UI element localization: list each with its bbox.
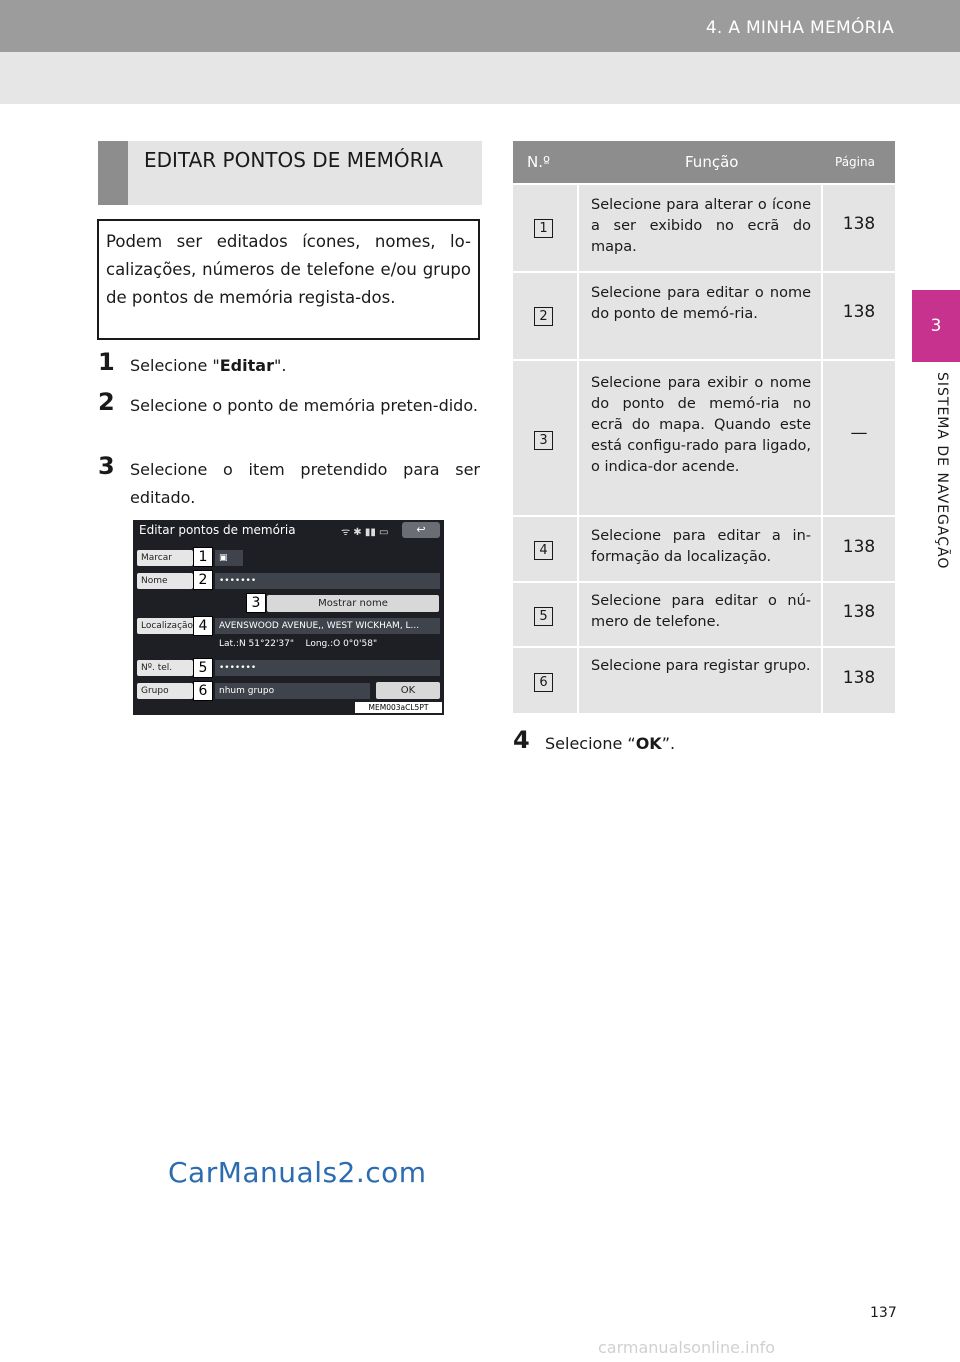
step-text: Selecione o item pretendido para ser editado.: [130, 460, 480, 507]
chapter-header: [0, 0, 960, 52]
coordinates: [215, 636, 440, 652]
watermark-bottom: carmanualsonline.info: [598, 1338, 776, 1357]
screen-title: Editar pontos de memória: [139, 523, 296, 537]
column-divider: [821, 183, 823, 713]
row-page: 138: [842, 537, 876, 557]
back-arrow-icon[interactable]: ↩: [402, 522, 440, 538]
label-nome[interactable]: Nome: [137, 573, 193, 589]
row-page: 138: [842, 668, 876, 688]
step-keyword: OK: [635, 734, 662, 753]
step-text-part: ".: [273, 356, 287, 375]
phone-field[interactable]: •••••••: [215, 660, 440, 676]
callout-2: 2: [193, 570, 213, 590]
step-keyword: Editar: [219, 356, 274, 375]
table-row: [513, 648, 895, 713]
section-heading: [98, 141, 482, 205]
row-page: 138: [842, 602, 876, 622]
step-text-part: ”.: [661, 734, 676, 753]
image-code: MEM003aCL5PT: [355, 702, 442, 713]
row-number: 5: [534, 607, 553, 626]
row-function: Selecione para registar grupo.: [591, 658, 811, 674]
label-telefone[interactable]: Nº. tel.: [137, 660, 193, 676]
intro-text: Podem ser editados ícones, nomes, lo-calizações, números de telefone e/ou grupo de pontos de memória regista-dos.: [97, 219, 480, 340]
row-number: 1: [534, 219, 553, 238]
latitude: Lat.:N 51°22'37": [219, 639, 295, 649]
section-heading-bar: [98, 141, 128, 205]
callout-5: 5: [193, 658, 213, 678]
watermark-top: CarManuals2.com: [168, 1156, 427, 1189]
page-number: 137: [870, 1305, 897, 1321]
label-localizacao[interactable]: Localização: [137, 618, 195, 634]
callout-6: 6: [193, 681, 213, 701]
ok-button[interactable]: OK: [376, 682, 440, 699]
step-number: 1: [98, 348, 115, 376]
table-header: [513, 141, 895, 183]
step-text: [130, 352, 480, 380]
longitude: Long.:O 0°0'58": [305, 639, 378, 649]
status-icons: ᯤ ✱ ▮▮ ▭: [341, 527, 389, 538]
header-band: [0, 52, 960, 104]
row-page: 138: [842, 302, 876, 322]
header-page: Página: [835, 155, 875, 169]
label-grupo[interactable]: Grupo: [137, 683, 193, 699]
row-function: Selecione para editar a in-formação da localização.: [591, 528, 811, 565]
row-number: 4: [534, 541, 553, 560]
header-function: Função: [685, 153, 739, 171]
step-number: 3: [98, 452, 115, 480]
icon-preview: ▣: [215, 550, 243, 566]
group-field[interactable]: nhum grupo: [215, 683, 370, 699]
display-screenshot: [133, 520, 444, 715]
name-field[interactable]: •••••••: [215, 573, 440, 589]
row-function: Selecione para alterar o ícone a ser exibido no ecrã do mapa.: [591, 197, 811, 255]
row-number: 3: [534, 431, 553, 450]
callout-3: 3: [246, 593, 266, 613]
row-function: Selecione para editar o nome do ponto de memó-ria.: [591, 285, 811, 322]
table-row: [513, 517, 895, 581]
row-function: Selecione para editar o nú-mero de telefone.: [591, 593, 811, 630]
address-field[interactable]: AVENSWOOD AVENUE,, WEST WICKHAM, L...: [215, 618, 440, 634]
row-page: —: [850, 423, 868, 443]
header-no: N.º: [527, 153, 551, 171]
table-row: [513, 361, 895, 515]
chapter-tab: 3: [912, 290, 960, 362]
row-number: 6: [534, 673, 553, 692]
chapter-side-label: SISTEMA DE NAVEGAÇÃO: [934, 372, 950, 570]
chapter-title: 4. A MINHA MEMÓRIA: [705, 18, 894, 38]
step-number: 4: [513, 726, 530, 754]
callout-4: 4: [193, 616, 213, 636]
row-page: 138: [842, 214, 876, 234]
row-number: 2: [534, 307, 553, 326]
row-function: Selecione para exibir o nome do ponto de memó-ria no ecrã do mapa. Quando este está configu-rado para ligado, o indica-dor acende.: [591, 375, 811, 475]
step-text: Selecione o ponto de memória preten-dido.: [130, 396, 478, 415]
table-row: [513, 185, 895, 271]
step-text: [545, 730, 845, 758]
table-row: [513, 273, 895, 359]
step-text-part: Selecione ": [130, 356, 220, 375]
step-text-part: Selecione “: [545, 734, 636, 753]
step-number: 2: [98, 388, 115, 416]
column-divider: [577, 183, 579, 713]
table-row: [513, 583, 895, 646]
section-title: EDITAR PONTOS DE MEMÓRIA: [144, 148, 444, 172]
label-marcar[interactable]: Marcar: [137, 550, 193, 566]
show-name-button[interactable]: Mostrar nome: [267, 595, 439, 612]
callout-1: 1: [193, 547, 213, 567]
